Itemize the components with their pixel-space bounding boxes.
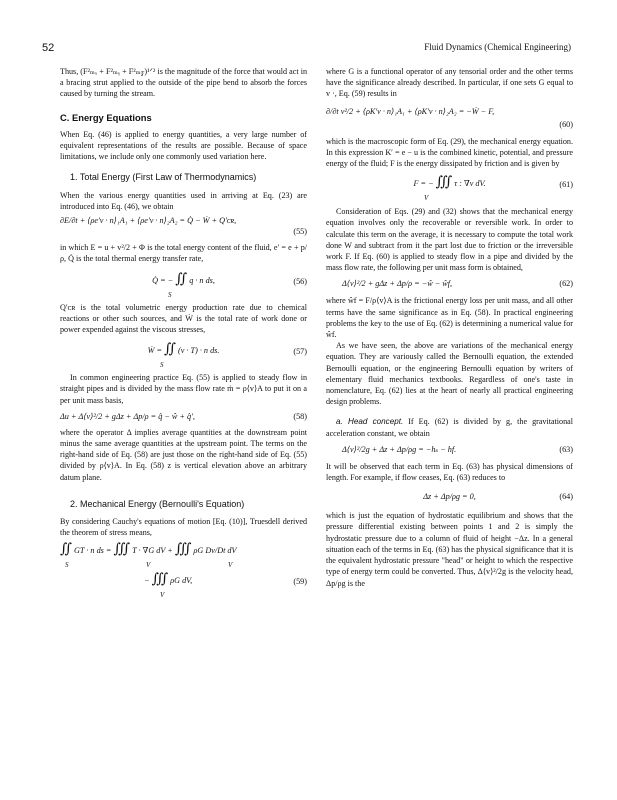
equation-62-number: (62) — [559, 279, 573, 289]
paragraph-energy: When Eq. (46) is applied to energy quantities, a very large number of equivalent representations of the results are possible. Because of space limitations, we include only one commonly used variation here. — [60, 129, 307, 162]
paragraph-intro: Thus, (F²ₘₓ + F²ₘᵧ + F²ₘ𝓏)¹ᐟ² is the magnitude of the force that would act in a bracing strut applied to the outside of the pipe bend to absorb the forces caused by turning the stream. — [60, 67, 307, 99]
double-integral-symbol: ∬ — [175, 271, 188, 287]
right-column — [326, 66, 573, 589]
equation-56-rhs: q · n ds, — [189, 275, 215, 285]
equation-55-body: ∂E/∂t + ⟨ρe′v · n⟩₁A₁ + ⟨ρe′v · n⟩₂A₂ = Q̇ − Ẇ + Q′ᴄʀ, — [60, 216, 237, 226]
running-title: Fluid Dynamics (Chemical Engineering) — [424, 42, 571, 52]
equation-58-number: (58) — [293, 411, 307, 421]
equation-60 — [326, 106, 573, 119]
equation-57 — [60, 344, 307, 370]
equation-59-term-c: ρG Dv/Dt dV — [193, 546, 237, 556]
paragraph-head-concept — [326, 416, 573, 438]
equation-59-subscript-s: S — [65, 561, 69, 570]
equation-55 — [60, 215, 307, 226]
paragraph-total-energy: When the various energy quantities used in arriving at Eq. (23) are introduced into Eq. (46), we obtain — [60, 190, 307, 211]
equation-59-subscript-v: V — [228, 561, 233, 570]
equation-64-body: Δz + Δp/ρg = 0, — [423, 492, 476, 502]
equation-61 — [326, 177, 573, 203]
equation-56-number: (56) — [293, 276, 307, 286]
equation-60-body: ∂/∂t v²/2 + ⟨ρK′v · n⟩₁A₁ + ⟨ρK′v · n⟩₂A₂ = −Ẇ − F, — [326, 106, 495, 116]
equation-61-rhs: τ : ∇v dV. — [454, 179, 486, 189]
equation-59-term-b: T · ∇G dV + — [132, 546, 173, 556]
left-column — [60, 66, 307, 600]
equation-56 — [60, 271, 307, 300]
equation-55-number: (55) — [293, 227, 307, 237]
equation-63-number: (63) — [559, 444, 573, 454]
equation-63-body: Δ⟨v⟩²/2g + Δz + Δp/ρg = −hₛ − hf. — [342, 444, 457, 454]
equation-61-subscript: V — [424, 194, 429, 203]
paragraph-after-55: in which E = u + v²/2 + Φ is the total energy content of the fluid, e′ = e + p/ρ, Q̇ is the total thermal energy transfer rate, — [60, 243, 307, 264]
paragraph-after-63: It will be observed that each term in Eq. (63) has physical dimensions of length. For example, if flow ceases, Eq. (63) reduces to — [326, 461, 573, 483]
paragraph-functional-operator: where G is a functional operator of any tensorial order and the other terms have the significance already described. In particular, if one sets G equal to v ·, Eq. (59) results in — [326, 67, 573, 99]
equation-56-lhs: Q̇ = − — [152, 275, 174, 285]
section-heading-energy: C. Energy Equations — [60, 111, 152, 123]
equation-56-subscript: S — [168, 290, 172, 299]
equation-59-line-2: − ∭ ρG dV, (59) V — [60, 574, 307, 600]
equation-59-subscript-v: V — [160, 591, 165, 600]
paragraph-operator: where the operator Δ implies average quantities at the downstream point minus the same average quantities at the upstream point. The terms on the right-hand side of Eq. (58) are just those on the right-hand side of Eq. (55) divided by ρ⟨v⟩A. In Eq. (58) z is vertical elevation above an arbitrary datum plane. — [60, 427, 307, 482]
equation-61-lhs: F = − — [413, 179, 434, 189]
equation-59-subscript-v: V — [146, 561, 151, 570]
equation-57-number: (57) — [293, 347, 307, 357]
triple-integral-symbol: ∭ — [113, 542, 131, 558]
equation-61-number: (61) — [559, 180, 573, 190]
subsection-heading-total-energy: 1. Total Energy (First Law of Thermodynamics) — [70, 172, 257, 183]
equation-64-number: (64) — [559, 492, 573, 502]
paragraph-mechanical: By considering Cauchy's equations of motion [Eq. (10)], Truesdell derived the theorem of stress means, — [60, 517, 307, 538]
paragraph-after-62: where ŵf = F/ρ⟨v⟩A is the frictional energy loss per unit mass, and all other terms have the same significance as in Eq. (58). In practical engineering problems the key to the use of Eq. (62) is determining a numerical value for ŵf. — [326, 296, 573, 340]
equation-60-number: (60) — [559, 119, 573, 129]
paragraph-variations: As we have seen, the above are variations of the mechanical energy equation. They are variously called the Bernoulli equation, the extended Bernoulli equation, or the engineering Bernoulli equation by writers of elementary fluid mechanics textbooks. Regardless of one's taste in nomenclature, Eq. (62) lies at the heart of nearly all practical engineering design problems. — [326, 341, 573, 407]
equation-64 — [326, 491, 573, 504]
equation-59-term-a: GT · n ds = — [73, 546, 112, 556]
sub-heading-head-concept: a. Head concept. — [336, 417, 404, 427]
equation-59-number: (59) — [293, 577, 307, 587]
equation-63 — [326, 444, 573, 457]
equation-62-body: Δ⟨v⟩²/2 + gΔz + Δp/ρ = −ŵ − ŵf, — [342, 279, 453, 289]
paragraph-consideration: Consideration of Eqs. (29) and (32) shows that the mechanical energy equation involves only the recoverable or reversible work. In order to calculate this term on the average, it is necessary to compute the total work done W and subtract from it the part lost due to friction or the irreversible work F. If Eq. (60) is applied to steady flow in a pipe and divided by the mass flow rate, the following per unit mass form is obtained, — [326, 207, 573, 273]
equation-59-line-1 — [60, 544, 307, 570]
equation-58 — [60, 411, 307, 424]
triple-integral-symbol: ∭ — [174, 542, 192, 558]
paragraph-after-56: Q′ᴄʀ is the total volumetric energy production rate due to chemical reactions or other such sources, and Ẇ is the total rate of work done or power expended against the viscous stresses, — [60, 302, 307, 335]
equation-62 — [326, 278, 573, 291]
subsection-heading-mechanical-energy: 2. Mechanical Energy (Bernoulli's Equation) — [70, 498, 245, 509]
paragraph-head-concept-text: If Eq. (62) is divided by g, the gravitational acceleration constant, we obtain — [326, 417, 573, 438]
double-integral-symbol: ∬ — [60, 542, 72, 558]
equation-58-body: Δu + Δ⟨v⟩²/2 + gΔz + Δp/ρ = q̂ − ŵ + q̂′, — [60, 411, 195, 421]
equation-57-lhs: Ẇ = — [147, 346, 162, 356]
triple-integral-symbol: ∭ — [435, 175, 453, 191]
paragraph-hydrostatic: which is just the equation of hydrostatic equilibrium and shows that the pressure differential existing between points 1 and 2 is simply the hydrostatic pressure due to a column of fluid of height −Δz. In a general situation each of the terms in Eq. (63) has the physical significance that it is the equivalent hydrostatic pressure "head" or height to which the respective type of energy term could be converted. Thus, Δ⟨v⟩²/2g is the velocity head, Δp/ρg is the — [326, 511, 573, 588]
page-number: 52 — [42, 42, 55, 54]
equation-59-term-d: ρG dV, — [170, 576, 193, 586]
double-integral-symbol: ∬ — [164, 342, 176, 358]
equation-55-number-row — [60, 226, 307, 238]
paragraph-common-practice: In common engineering practice Eq. (55) is applied to steady flow in straight pipes and is divided by the mass flow rate ṁ = ρ⟨v⟩A to put it on a per unit mass basis, — [60, 373, 307, 405]
equation-60-number-row — [326, 119, 573, 132]
triple-integral-symbol: ∭ — [151, 572, 169, 588]
equation-57-subscript: S — [160, 361, 164, 370]
paragraph-after-60: which is the macroscopic form of Eq. (29), the mechanical energy equation. In this expression K′ = e − u is the combined kinetic, potential, and pressure energy of the fluid; F is the energy dissipated by friction and is given by — [326, 136, 573, 169]
equation-57-rhs: (v · T) · n ds. — [178, 346, 220, 356]
